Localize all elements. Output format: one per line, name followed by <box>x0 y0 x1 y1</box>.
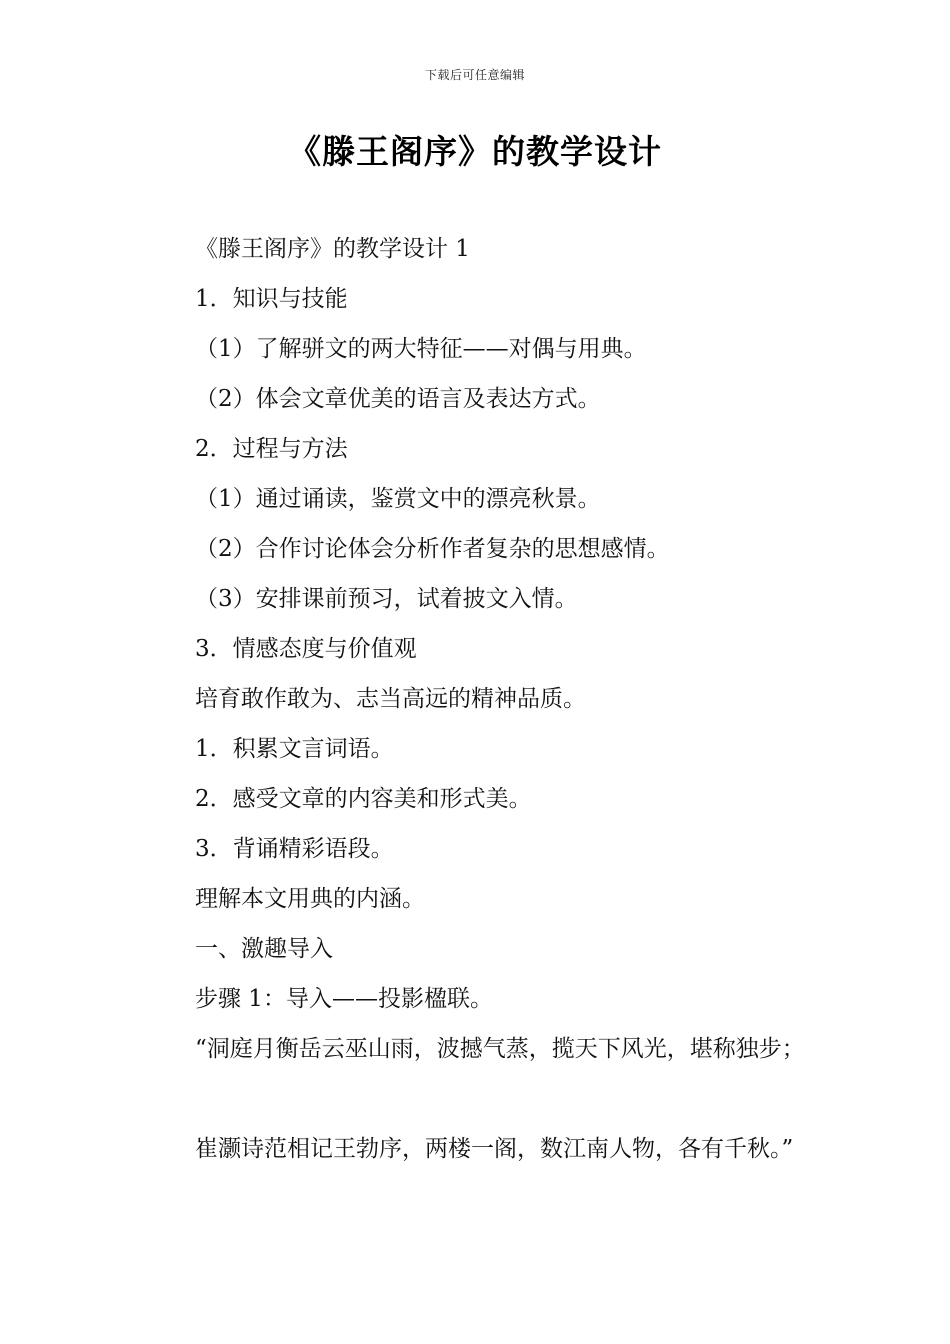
list-item: 2．感受文章的内容美和形式美。 <box>195 786 532 812</box>
objective-item: （3）安排课前预习，试着披文入情。 <box>195 586 578 612</box>
objective-heading: 3．情感态度与价值观 <box>195 636 417 662</box>
header-note: 下载后可任意编辑 <box>424 68 525 82</box>
section-heading: 一、激趣导入 <box>195 936 333 962</box>
objective-heading: 1．知识与技能 <box>195 286 348 312</box>
quote-paragraph: 崔灏诗范相记王勃序，两楼一阁，数江南人物，各有千秋。” <box>195 1136 794 1162</box>
body-line: 理解本文用典的内涵。 <box>195 886 425 912</box>
objective-item: （1）了解骈文的两大特征——对偶与用典。 <box>195 336 647 362</box>
objective-item: （2）合作讨论体会分析作者复杂的思想感情。 <box>195 536 670 562</box>
objective-item: （1）通过诵读，鉴赏文中的漂亮秋景。 <box>195 486 601 512</box>
section-heading: 《滕王阁序》的教学设计 1 <box>195 236 470 262</box>
objective-heading: 2．过程与方法 <box>195 436 348 462</box>
list-item: 1．积累文言词语。 <box>195 736 394 762</box>
body-line: 培育敢作敢为、志当高远的精神品质。 <box>195 686 586 712</box>
document-title: 《滕王阁序》的教学设计 <box>288 132 662 171</box>
quote-paragraph: “洞庭月衡岳云巫山雨，波撼气蒸，揽天下风光，堪称独步； <box>195 1036 805 1062</box>
step-line: 步骤 1：导入——投影楹联。 <box>195 986 493 1012</box>
list-item: 3．背诵精彩语段。 <box>195 836 394 862</box>
objective-item: （2）体会文章优美的语言及表达方式。 <box>195 386 601 412</box>
